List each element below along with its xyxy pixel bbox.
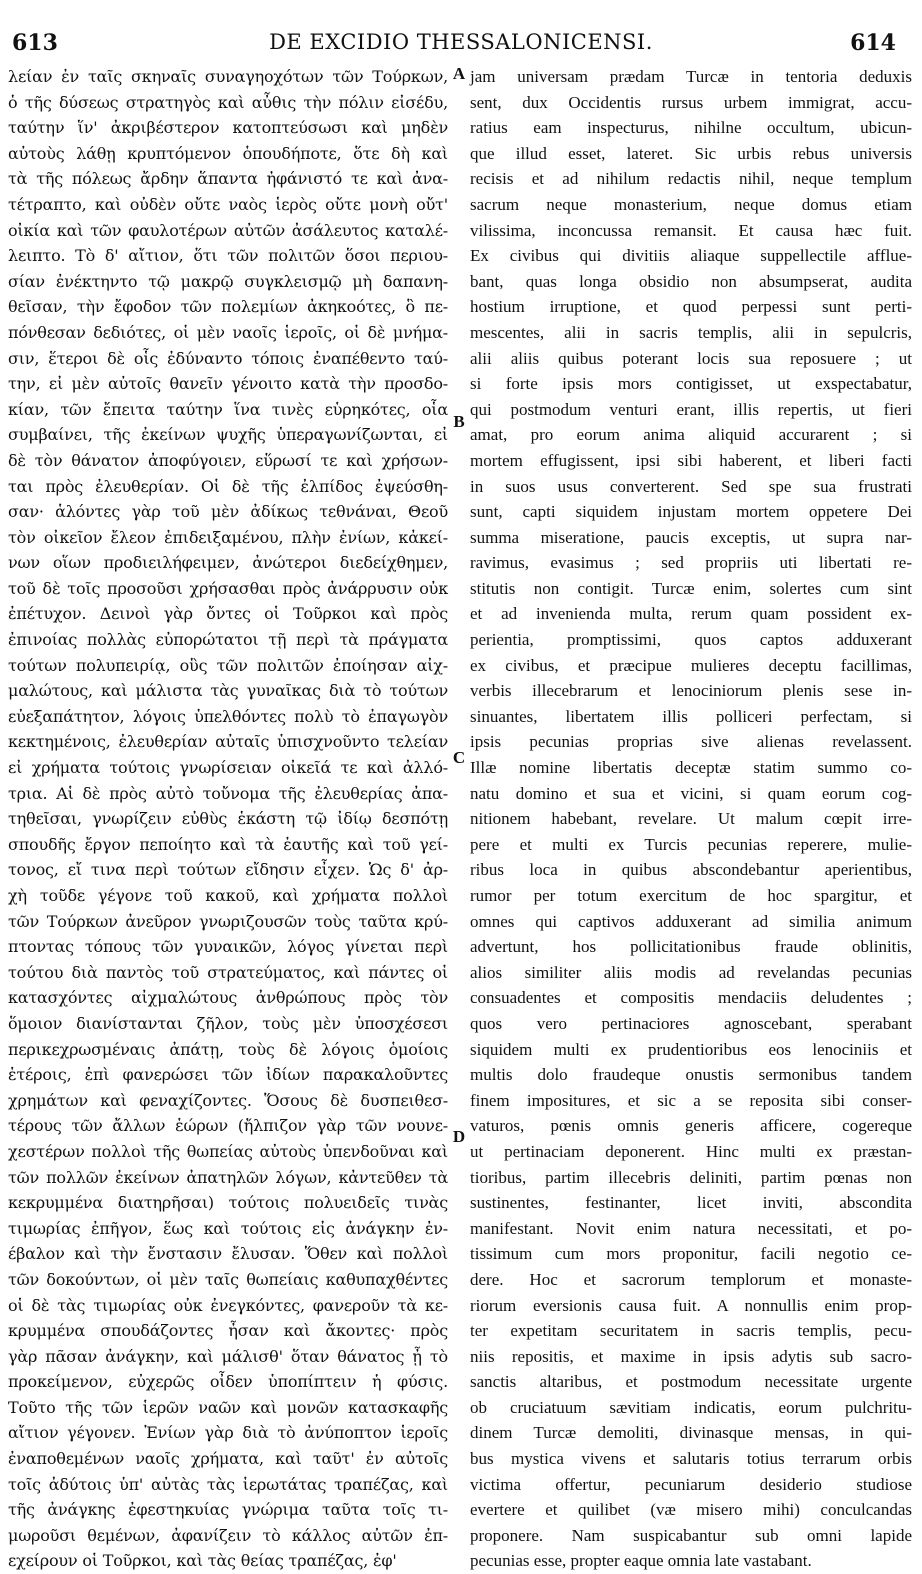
greek-text-line: μαλώτους, καὶ μάλιστα τὰς γυναῖκας διὰ τὸ τούτων xyxy=(8,681,448,701)
latin-text-line: niis repositis, et maxime in ipsis adytis sub sacro- xyxy=(470,1346,912,1366)
greek-text-line: τοῖς ἀδύτοις ὑπ' αὐτὰς τὰς ἱερωτάτας τραπέζας, καὶ xyxy=(8,1474,448,1494)
latin-text-line: qui postmodum venturi erant, illis repertis, ut fieri xyxy=(470,399,912,419)
latin-text-line: evertere et quilibet (væ misero mihi) conculcandas xyxy=(470,1500,912,1520)
greek-text-line: σίαν ἐνέκτηντο τῷ μακρῷ συγκλεισμῷ μὴ δαπανη- xyxy=(8,271,448,291)
latin-text-line: pere et multi ex Turcis pecunias reperere, mulie- xyxy=(470,834,912,854)
latin-text-line: rumor per totum exercitum de hoc spargitur, et xyxy=(470,886,912,905)
greek-text-line: τούτου διὰ παντὸς τοῦ στρατεύματος, καὶ πάντες οἱ xyxy=(8,962,448,982)
latin-text-line: sustinentes, festinanter, licet inviti, abscondita xyxy=(470,1193,912,1213)
latin-text-line: sinuantes, libertatem illis polliceri perfectam, si xyxy=(470,706,912,726)
greek-text-line: αἴτιον γέγονεν. Ἐνίων γὰρ διὰ τὸ ἀνύποπτον ἱεροῖς xyxy=(8,1423,448,1443)
section-marker-d: D xyxy=(452,1127,466,1146)
page-number-right: 614 xyxy=(850,30,896,56)
greek-text-line: αὐτοὺς λάθῃ κρυπτόμενον ὁπουδήποτε, ὅτε δὴ καὶ xyxy=(8,143,448,163)
greek-text-line: τονος, εἴ τινα περὶ τούτων εἴδησιν εἶχεν. Ὡς δ' ἀρ- xyxy=(8,860,448,880)
latin-text-line: Illæ nomine libertatis deceptæ statim summo co- xyxy=(470,758,912,778)
greek-text-line: τρια. Αἱ δὲ πρὸς αὐτὸ τοὔνομα τῆς ἐλευθερίας ἀπα- xyxy=(8,783,448,803)
greek-text-line: χεστέρων πολλοὶ τῆς θωπείας αὐτοὺς ὑπενδοῦναι καὶ xyxy=(8,1141,448,1161)
greek-text-line: σιν, ἕτεροι δὲ οἷς ἐδύναντο τόποις ἐναπέθεντο ταύ- xyxy=(8,348,448,368)
latin-text-line: omnes qui captivos adduxerant ad similia animum xyxy=(470,911,912,931)
latin-text-line: multis dolo fraudeque onustis sermonibus tandem xyxy=(470,1065,912,1085)
latin-text-line: amat, pro eorum anima aliquid accurarent ; si xyxy=(470,425,912,445)
latin-text-line: et ad invenienda multa, rerum quam possident ex- xyxy=(470,604,912,624)
latin-text-line: ut pertinaciam deponerent. Hinc multi ex præstan- xyxy=(470,1141,912,1161)
latin-text-line: summa miseratione, paucis exceptis, ut supra nar- xyxy=(470,527,912,547)
greek-text-line: ἐπινοίας πολλὰς εὐπορώτατοι τῇ περὶ τὰ πράγματα xyxy=(8,630,448,650)
greek-text-line: νων οἵων προδιειλήφειμεν, ἀνώτεροι διεδείχθημεν, xyxy=(8,553,448,573)
greek-text-line: κεκτημένοις, ἐλευθερίαν αὐταῖς ὑπισχνοῦντο τελείαν xyxy=(8,732,448,752)
greek-text-line: κίαν, τῶν ἔπειτα ταύτην ἵνα τινὲς εὑρηκότες, οἷα xyxy=(8,399,448,419)
greek-text-line: τῶν δοκούντων, οἱ μὲν ταῖς θωπείαις καθυπαχθέντες xyxy=(8,1269,448,1289)
section-marker-a: A xyxy=(452,64,466,83)
greek-text-column xyxy=(8,64,448,1571)
section-marker-b: B xyxy=(453,412,465,431)
greek-text-line: τηθεῖσαι, γνωρίζειν εὐθὺς ἑκάστη τῷ ἰδίῳ δεσπότῃ xyxy=(8,809,448,829)
latin-text-line: manifestant. Novit enim natura necessitati, et po- xyxy=(470,1218,912,1238)
latin-text-line: hostium irruptione, et quod perpessi sunt perti- xyxy=(470,297,912,317)
greek-text-line: οἰκία καὶ τῶν φαυλοτέρων αὐτῶν ἀσάλευτος καταλέ- xyxy=(8,220,448,240)
latin-text-line: natu domino et sua et vicini, si quam eorum cog- xyxy=(470,783,912,803)
latin-text-line: recisis et ad nihilum redactis nihil, neque templum xyxy=(470,169,912,189)
greek-text-line: τὸν οἰκεῖον ἔλεον ἐπιδειξαμένου, πλὴν ἐνίων, κἀκεί- xyxy=(8,527,448,547)
greek-text-line: ται πρὸς ἐλευθερίαν. Οἱ δὲ τῆς ἐλπίδος ἐψεύσθη- xyxy=(8,476,448,496)
latin-text-line: in suos usus converterent. Sed spe sua frustrati xyxy=(470,476,912,496)
latin-text-line: ravimus, evasimus ; sed propriis uti libertati re- xyxy=(470,553,912,573)
greek-text-line: κρυμμένα σπουδάζοντες ἦσαν καὶ ἄκοντες· πρὸς xyxy=(8,1321,448,1341)
latin-text-line: sent, dux Occidentis rursus urbem immigrat, accu- xyxy=(470,92,912,112)
latin-text-column xyxy=(470,64,912,1571)
latin-text-line: ob cruciatuum sævitiam indicatis, eorum pulchritu- xyxy=(470,1397,912,1417)
greek-text-line: Τοῦτο τῆς τῶν ἱερῶν ναῶν καὶ μονῶν κατασκαφῆς xyxy=(8,1397,448,1417)
greek-text-line: πτοντας τόπους τῶν γυναικῶν, λόγος γίνεται περὶ xyxy=(8,937,448,957)
latin-text-line: bant, quas longa obsidio non absumpserat, audita xyxy=(470,271,912,291)
latin-text-line: vilissima, inconcussa remansit. Et causa hæc fuit. xyxy=(470,220,912,240)
greek-text-line: τούτων πολυπειρίᾳ, οὓς τῶν πολιτῶν ἐποίησαν αἰχ- xyxy=(8,655,448,675)
greek-text-line: μωροῦσι θεμένων, ἀφανίζειν τὸ κάλλος αὐτῶν ἐπ- xyxy=(8,1525,448,1545)
latin-text-line: alios similiter aliis modis ad revelandas pecunias xyxy=(470,962,912,982)
latin-text-line: consuadentes et compositis mendaciis deludentes ; xyxy=(470,988,912,1008)
greek-text-line: σπουδῆς ἔργον πεποίητο καὶ τὰ ἑαυτῆς καὶ τοῦ γεί- xyxy=(8,834,448,854)
latin-text-line: verbis illecebrarum et lenociniorum plenis sese in- xyxy=(470,681,912,701)
latin-text-line: siquidem multi ex prudentioribus eos lenociniis et xyxy=(470,1039,912,1059)
latin-text-line: advertunt, hos pollicitationibus fraude oblinitis, xyxy=(470,937,912,957)
latin-text-line: sanctis altaribus, et postmodum necessitate urgente xyxy=(470,1372,912,1392)
greek-text-line: εχείρουν οἱ Τοῦρκοι, καὶ τὰς θείας τραπέζας, ἐφ' xyxy=(8,1551,397,1571)
latin-text-line: si forte ipsis mors contigisset, ut exspectabatur, xyxy=(470,374,912,394)
greek-text-line: λείαν ἐν ταῖς σκηναῖς συναγηοχότων τῶν Τούρκων, xyxy=(8,67,448,86)
greek-text-line: χὴ τοῦδε γέγονε τοῦ κακοῦ, καὶ χρήματα πολλοὶ xyxy=(8,886,448,905)
latin-text-line: Ex civibus qui divitiis aliaque suppellectile afflue- xyxy=(470,246,912,266)
latin-text-line: vaturos, pœnis omnis generis afficere, cogereque xyxy=(470,1116,912,1136)
latin-text-line: victima offertur, pecuniarum desiderio studiose xyxy=(470,1474,912,1494)
latin-text-line: ex civibus, et præcipue mulieres deceptu facillimas, xyxy=(470,655,912,675)
greek-text-line: ταύτην ἵν' ἀκριβέστερον κατοπτεύσωσι καὶ μηδὲν xyxy=(8,118,448,138)
greek-text-line: χρημάτων καὶ φεναχίζοντες. Ὅσους δὲ δυσπειθεσ- xyxy=(8,1090,448,1110)
greek-text-line: συμβαίνει, τῆς ἐκείνων ψυχῆς ὑπεραγωνίζωνται, εἰ xyxy=(8,425,448,445)
latin-text-line: sunt, capti siquidem injustam mortem oppetere Dei xyxy=(470,502,912,522)
greek-text-line: περικεχρωσμέναις ἀπάτῃ, τοὺς δὲ λόγοις ὁμοίοις xyxy=(8,1039,448,1059)
greek-text-line: ὁ τῆς δύσεως στρατηγὸς καὶ αὖθις τὴν πόλιν εἰσέδυ, xyxy=(8,92,448,112)
latin-text-line: mortem effugissent, ipsi sibi haberent, et liberi facti xyxy=(470,450,912,470)
greek-text-line: ἐπέτυχον. Δεινοὶ γὰρ ὄντες οἱ Τοῦρκοι καὶ πρὸς xyxy=(8,604,448,624)
latin-text-line: perientia, promptissimi, quos captos adduxerant xyxy=(470,630,912,650)
greek-text-line: τέτραπτο, καὶ οὐδὲν οὔτε ναὸς ἱερὸς οὔτε μονὴ οὔτ' xyxy=(8,194,448,214)
latin-text-line: nitionem habebant, revelare. Ut malum cœpit irre- xyxy=(470,809,912,829)
running-header xyxy=(0,0,922,64)
latin-text-line: pecunias esse, propter eaque omnia late vastabant. xyxy=(470,1551,812,1571)
latin-text-line: dere. Hoc et sacrorum templorum et monaste- xyxy=(470,1269,912,1289)
greek-text-line: εὐεξαπάτητον, λόγοις ὑπελθόντες πολὺ τὸ ἐπαγωγὸν xyxy=(8,706,448,726)
greek-text-line: την, εἰ μὲν αὐτοῖς θανεῖν γένοιτο κατὰ τὴν προσδο- xyxy=(8,374,448,394)
greek-text-line: έβαλον καὶ τὴν ἔνστασιν ἔλυσαν. Ὅθεν καὶ πολλοὶ xyxy=(8,1244,448,1264)
page-number-left: 613 xyxy=(12,30,58,56)
latin-text-line: ribus loca in quibus abscondebantur aperientibus, xyxy=(470,860,912,880)
latin-text-line: ratius eam inspecturus, nihilne occultum, ubicun- xyxy=(470,118,912,138)
latin-text-line: mescentes, alii in sacris templis, alii in sepulcris, xyxy=(470,322,912,342)
greek-text-line: πόνθεσαν δεδιότες, οἱ μὲν ναοῖς ἱεροῖς, οἱ δὲ μνήμα- xyxy=(8,322,448,342)
greek-text-line: τέρους τῶν ἄλλων ἑώρων (ἤλπιζον γὰρ τῶν νουνε- xyxy=(8,1116,448,1136)
greek-text-line: σαν· ἁλόντες γὰρ τοῦ μὲν ἀδίκως τεθνάναι, Θεοῦ xyxy=(8,502,448,522)
greek-text-line: τῆς ἀνάγκης ἐφεστηκυίας γνώριμα ταῦτα τοῖς τι- xyxy=(8,1500,448,1520)
greek-text-line: ἑτέροις, ἐπὶ φανερώσει τῶν ἰδίων παρακαλοῦντες xyxy=(8,1065,448,1085)
running-title: DE EXCIDIO THESSALONICENSI. xyxy=(269,30,653,54)
latin-text-line: ipsis pecunias proprias sive alienas revelassent. xyxy=(470,732,912,752)
latin-text-line: bus mystica vivens et salutaris totius terrarum orbis xyxy=(470,1449,912,1469)
greek-text-line: προκείμενον, εὐχερῶς οἶδεν ὑποπίπτειν ἡ φύσις. xyxy=(8,1372,448,1392)
greek-text-line: δὲ τὸν θάνατον ἀποφύγοιεν, εὕρωσί τε καὶ χρήσων- xyxy=(8,450,448,470)
latin-text-line: stitutis non contigit. Turcæ enim, solertes cum sint xyxy=(470,578,912,598)
latin-text-line: tioribus, partim illecebris deliniti, partim pœnas non xyxy=(470,1167,912,1187)
section-marker-c: C xyxy=(452,748,466,767)
greek-text-line: τιμωρίας ἐπῆγον, ἕως καὶ τούτοις εἰς ἀνάγκην ἐν- xyxy=(8,1218,448,1238)
greek-text-line: τῶν Τούρκων ἀνεῦρον γνωριζουσῶν τοὺς ταῦτα κρύ- xyxy=(8,911,448,931)
latin-text-line: jam universam prædam Turcæ in tentoria deduxis xyxy=(470,67,912,86)
greek-text-line: κεκρυμμένα διατηρῆσαι) τούτοις πολυειδεῖς τινὰς xyxy=(8,1193,448,1213)
greek-text-line: οἱ δὲ τὰς τιμωρίας οὐκ ἐνεγκόντες, φανεροῦν τὰ κε- xyxy=(8,1295,448,1315)
latin-text-line: proponere. Nam suspicabantur sub omni lapide xyxy=(470,1525,912,1545)
latin-text-line: que illud esset, lateret. Sic urbis rebus universis xyxy=(470,143,912,163)
latin-text-line: finem impositures, et sic a se reposita sibi conser- xyxy=(470,1090,912,1110)
greek-text-line: εἰ χρήματα τούτοις γνωρίσειαν οἰκεῖά τε καὶ ἀλλό- xyxy=(8,758,448,778)
latin-text-line: ter expetitam securitatem in sacris templis, pecu- xyxy=(470,1321,912,1341)
latin-text-line: quos vero pertinaciores agnoscebant, sperabant xyxy=(470,1013,912,1033)
greek-text-line: τὰ τῆς πόλεως ἄρδην ἅπαντα ἠφάνιστό τε καὶ ἀνα- xyxy=(8,169,448,189)
latin-text-line: riorum eversionis causa fuit. A nonnullis enim prop- xyxy=(470,1295,912,1315)
greek-text-line: κατασχόντες αἰχμαλώτους ἀνθρώπους πρὸς τὸν xyxy=(8,988,448,1008)
greek-text-line: ἐναποθεμένων ναοῖς χρήματα, καὶ ταῦτ' ἐν αὐτοῖς xyxy=(8,1449,448,1469)
latin-text-line: alii aliis quibus poterant locis sua reposuere ; ut xyxy=(470,348,912,368)
greek-text-line: λειπτο. Τὸ δ' αἴτιον, ὅτι τῶν πολιτῶν ὅσοι περιου- xyxy=(8,246,448,266)
latin-text-line: tissimum cum mors proponitur, facili negotio ce- xyxy=(470,1244,912,1264)
greek-text-line: τοῦ δὲ τοῖς προσοῦσι χρήσασθαι πρὸς ἀνάρρυσιν οὐκ xyxy=(8,578,448,598)
greek-text-line: γὰρ πᾶσαν ἀνάγκην, καὶ μάλισθ' ὅταν θάνατος ᾖ τὸ xyxy=(8,1346,448,1366)
latin-text-line: sacrum neque monasterium, neque domus etiam xyxy=(470,194,912,214)
latin-text-line: dinem Turcæ demoliti, divinasque mensas, in qui- xyxy=(470,1423,912,1443)
greek-text-line: τῶν πολλῶν ἐκείνων ἀπατηλῶν λόγων, κἀντεῦθεν τὰ xyxy=(8,1167,448,1187)
greek-text-line: ὅμοιον διανίστανται ζῆλον, τοὺς μὲν ὑποσχέσεσι xyxy=(8,1013,448,1033)
greek-text-line: θεῖσαν, τὴν ἔφοδον τῶν πολεμίων ἀκηκοότες, ὃ πε- xyxy=(8,297,448,317)
